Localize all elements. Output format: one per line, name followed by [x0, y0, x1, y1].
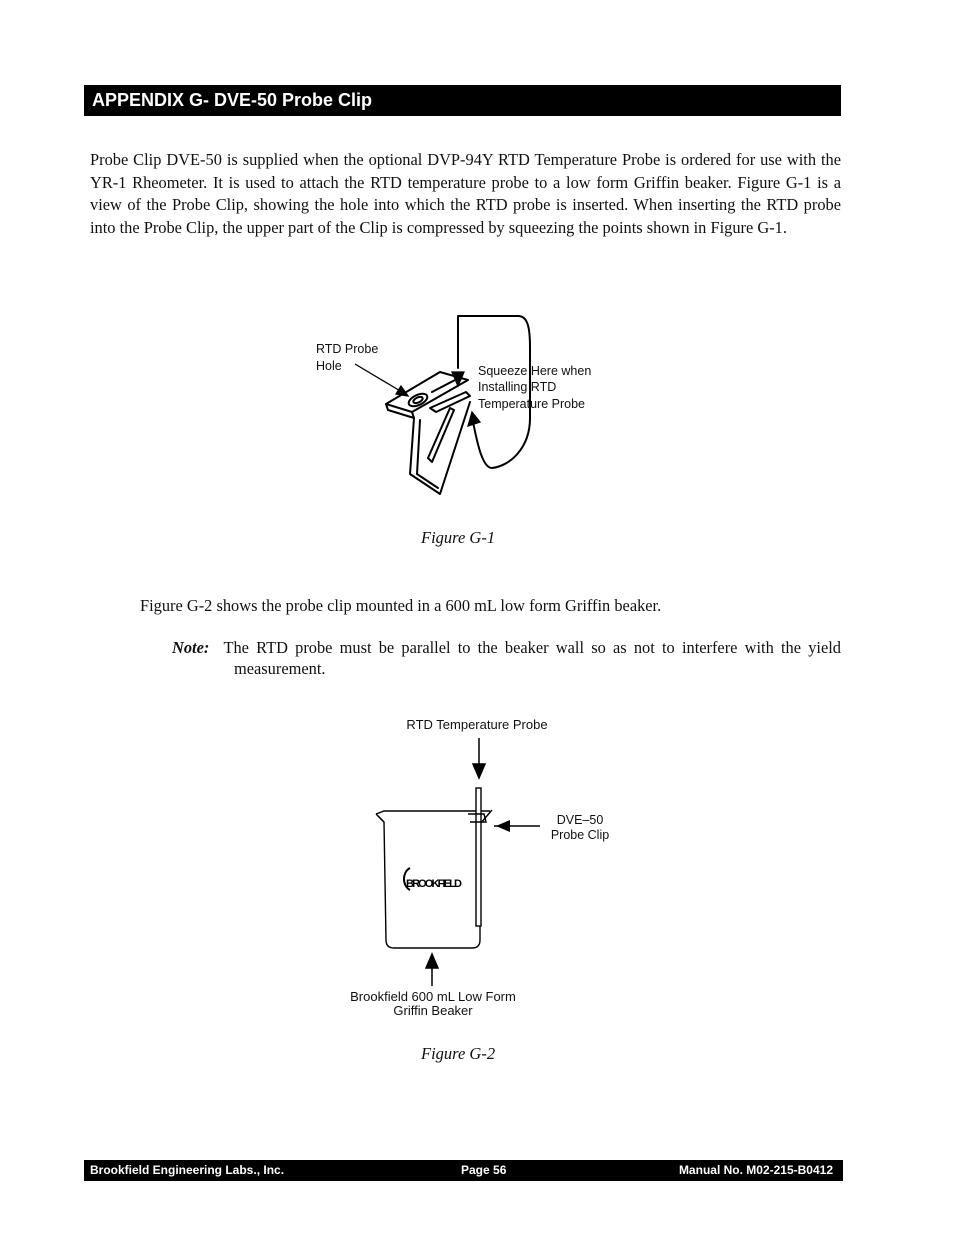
- figure-g2-beaker: [340, 712, 620, 1022]
- intro-paragraph: Probe Clip DVE-50 is supplied when the optional DVP-94Y RTD Temperature Probe is ordered for use with the YR-1 Rheometer. It is used to attach the RTD temperature probe to a low form Griffin beaker. Figure G-1 is a view of the Probe Clip, showing the hole into which the RTD probe is inserted. When inserting the RTD probe into the Probe Clip, the upper part of the Clip is compressed by squeezing the points shown in Figure G-1.: [90, 150, 841, 237]
- label-probe-clip: Probe Clip: [550, 828, 610, 842]
- label-beaker-2: Griffin Beaker: [393, 1003, 473, 1018]
- note-paragraph: [172, 637, 841, 679]
- label-squeeze-3: Temperature Probe: [478, 397, 586, 411]
- page-footer: [84, 1160, 843, 1181]
- label-dve50: DVE–50: [556, 813, 604, 827]
- label-rtd-temperature-probe: RTD Temperature Probe: [406, 717, 548, 732]
- appendix-title: APPENDIX G- DVE-50 Probe Clip: [84, 85, 841, 116]
- label-rtd-probe-hole-1: RTD Probe: [316, 342, 379, 356]
- brookfield-logo: [404, 868, 462, 890]
- figure-g1-probe-clip: [300, 308, 620, 508]
- figure-g2-intro: Figure G-2 shows the probe clip mounted in a 600 mL low form Griffin beaker.: [140, 596, 662, 615]
- label-rtd-probe-hole-2: Hole: [316, 359, 342, 373]
- label-squeeze-2: Installing RTD: [478, 380, 557, 394]
- hole-arrow-line: [355, 364, 402, 392]
- svg-text:BROOKFIELD: BROOKFIELD: [406, 878, 462, 890]
- label-beaker-1: Brookfield 600 mL Low Form: [350, 989, 516, 1004]
- label-squeeze-1: Squeeze Here when: [478, 364, 592, 378]
- clip-arrow: [494, 820, 540, 832]
- beaker-arrowhead: [426, 954, 438, 968]
- probe-arrowhead: [473, 764, 485, 778]
- figure-g2-caption: Figure G-2: [421, 1044, 496, 1063]
- beaker-drawing: [376, 788, 492, 948]
- footer-company: Brookfield Engineering Labs., Inc.: [90, 1163, 285, 1177]
- footer-page-number: Page 56: [461, 1163, 507, 1177]
- note-label: Note:: [172, 638, 210, 657]
- figure-g1-caption: Figure G-1: [421, 528, 496, 547]
- squeeze-bottom-arrowhead: [468, 412, 480, 426]
- footer-manual-number: Manual No. M02-215-B0412: [678, 1163, 833, 1177]
- note-text: The RTD probe must be parallel to the beaker wall so as not to interfere with the yield measurement.: [223, 638, 841, 678]
